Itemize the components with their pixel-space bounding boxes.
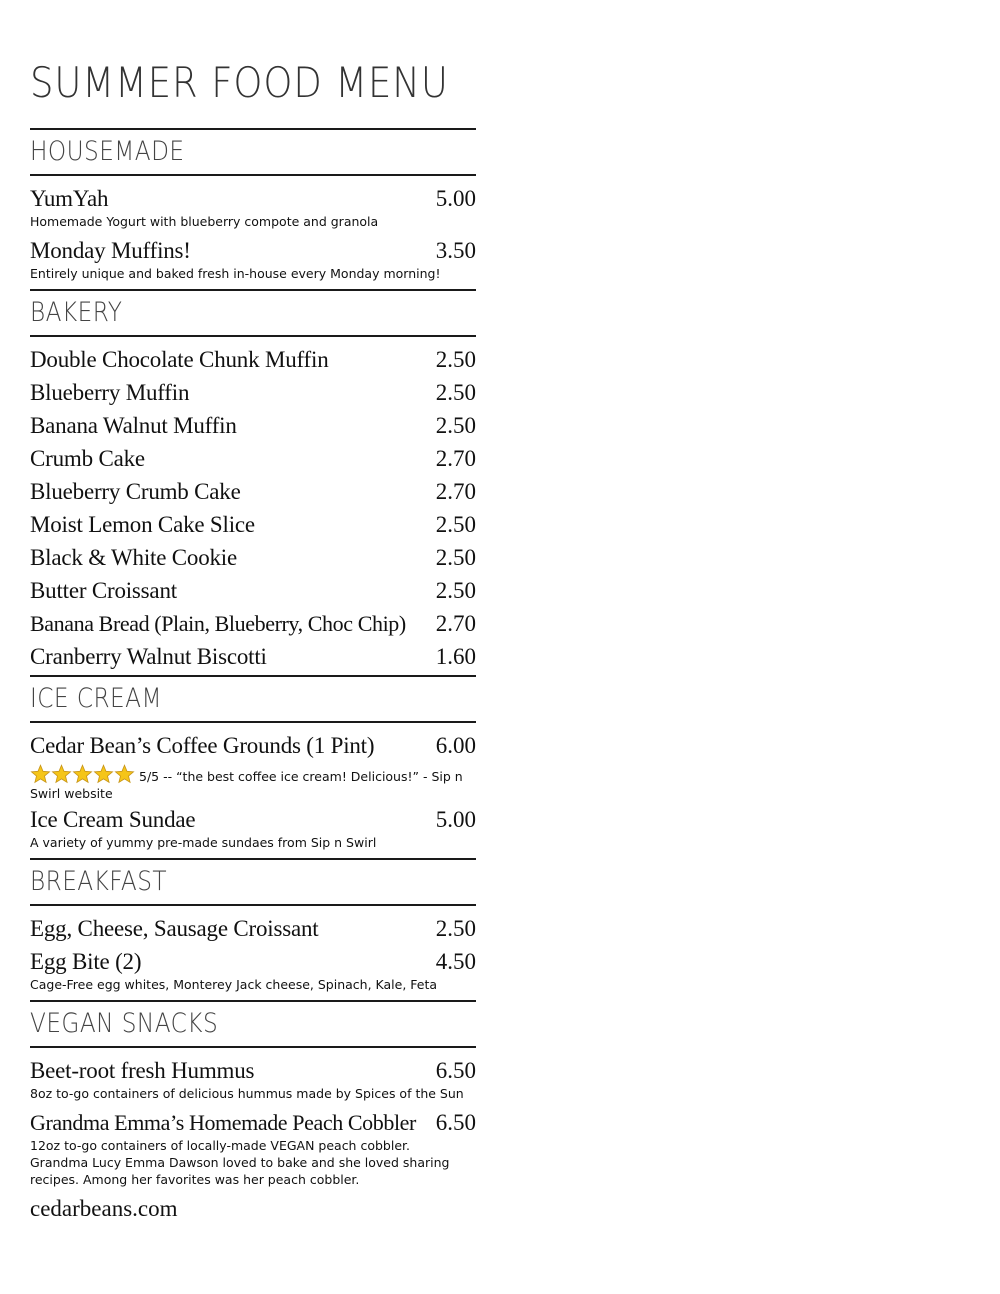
menu-item: [30, 578, 476, 604]
item-price: 2.50: [435, 347, 476, 372]
menu-item: [30, 949, 476, 993]
star-icon: [114, 764, 135, 784]
item-price: 3.50: [435, 238, 476, 263]
item-price: 5.00: [435, 807, 476, 832]
section-divider: [30, 721, 476, 723]
menu-item: [30, 380, 476, 406]
star-icon: [51, 764, 72, 784]
item-name: Cedar Bean’s Coffee Grounds (1 Pint): [30, 733, 375, 758]
star-icon: [30, 764, 51, 784]
item-name: Beet-root fresh Hummus: [30, 1058, 255, 1083]
menu-item: [30, 807, 476, 851]
website-link[interactable]: cedarbeans.com: [30, 1196, 178, 1221]
item-price: 2.50: [435, 512, 476, 537]
item-price: 2.50: [435, 413, 476, 438]
item-price: 2.50: [435, 578, 476, 603]
item-price: 2.70: [435, 479, 476, 504]
item-name: Ice Cream Sundae: [30, 807, 196, 832]
item-description: Entirely unique and baked fresh in-house every Monday morning!: [30, 266, 441, 281]
menu-item: [30, 611, 476, 637]
item-price: 2.50: [435, 916, 476, 941]
star-icon: [93, 764, 114, 784]
item-name: Egg Bite (2): [30, 949, 142, 974]
star-icon: [72, 764, 93, 784]
item-name: Black & White Cookie: [30, 545, 238, 570]
item-name: Butter Croissant: [30, 578, 177, 603]
item-name: Cranberry Walnut Biscotti: [30, 644, 267, 669]
section-divider: [30, 335, 476, 337]
section-ice-cream: [30, 675, 476, 723]
item-price: 5.00: [435, 186, 476, 211]
item-price: 4.50: [435, 949, 476, 974]
menu-item: [30, 238, 476, 282]
item-review: [30, 764, 476, 802]
section-heading: VEGAN SNACKS: [30, 1008, 219, 1039]
item-description: 12oz to-go containers of locally-made VEGAN peach cobbler. Grandma Lucy Emma Dawson loved to bake and she loved sharing recipes. Among her favorites was her peach cobbler.: [30, 1138, 450, 1187]
item-price: 6.50: [435, 1110, 476, 1135]
item-description: Cage-Free egg whites, Monterey Jack cheese, Spinach, Kale, Feta: [30, 977, 438, 992]
menu-item: [30, 446, 476, 472]
menu-item: [30, 186, 476, 230]
section-heading: BAKERY: [30, 297, 123, 328]
star-rating: [30, 764, 135, 784]
menu-item: [30, 347, 476, 373]
item-price: 2.50: [435, 380, 476, 405]
menu-item: [30, 1110, 476, 1188]
section-vegan-snacks: [30, 1000, 476, 1048]
section-heading: HOUSEMADE: [30, 136, 185, 167]
section-heading: BREAKFAST: [30, 866, 168, 897]
item-price: 1.60: [435, 644, 476, 669]
section-breakfast: [30, 858, 476, 906]
section-bakery: [30, 289, 476, 337]
item-name: Blueberry Crumb Cake: [30, 479, 241, 504]
item-name: Banana Bread (Plain, Blueberry, Choc Chip): [30, 611, 406, 636]
menu-item: [30, 916, 476, 942]
menu-item: [30, 1058, 476, 1102]
review-text: 5/5 -- “the best coffee ice cream! Delicious!” - Sip n Swirl website: [30, 769, 463, 801]
item-name: Blueberry Muffin: [30, 380, 190, 405]
item-name: Egg, Cheese, Sausage Croissant: [30, 916, 319, 941]
section-housemade: [30, 128, 476, 176]
item-name: Monday Muffins!: [30, 238, 191, 263]
item-price: 2.70: [435, 446, 476, 471]
item-name: Banana Walnut Muffin: [30, 413, 237, 438]
item-name: Double Chocolate Chunk Muffin: [30, 347, 329, 372]
item-name: Grandma Emma’s Homemade Peach Cobbler: [30, 1110, 416, 1135]
item-price: 6.50: [435, 1058, 476, 1083]
item-description: A variety of yummy pre-made sundaes from Sip n Swirl: [30, 835, 377, 850]
item-price: 6.00: [435, 733, 476, 758]
item-price: 2.50: [435, 545, 476, 570]
menu-item: [30, 733, 476, 802]
item-name: Crumb Cake: [30, 446, 145, 471]
item-name: YumYah: [30, 186, 109, 211]
menu-item: [30, 545, 476, 571]
menu-item: [30, 512, 476, 538]
item-name: Moist Lemon Cake Slice: [30, 512, 255, 537]
menu-title: SUMMER FOOD MENU: [30, 58, 449, 107]
menu-item: [30, 413, 476, 439]
section-heading: ICE CREAM: [30, 683, 162, 714]
item-description: Homemade Yogurt with blueberry compote and granola: [30, 214, 379, 229]
item-price: 2.70: [435, 611, 476, 636]
menu-item: [30, 644, 476, 670]
menu-item: [30, 479, 476, 505]
item-description: 8oz to-go containers of delicious hummus made by Spices of the Sun: [30, 1086, 464, 1101]
section-divider: [30, 174, 476, 176]
section-divider: [30, 904, 476, 906]
section-divider: [30, 1046, 476, 1048]
